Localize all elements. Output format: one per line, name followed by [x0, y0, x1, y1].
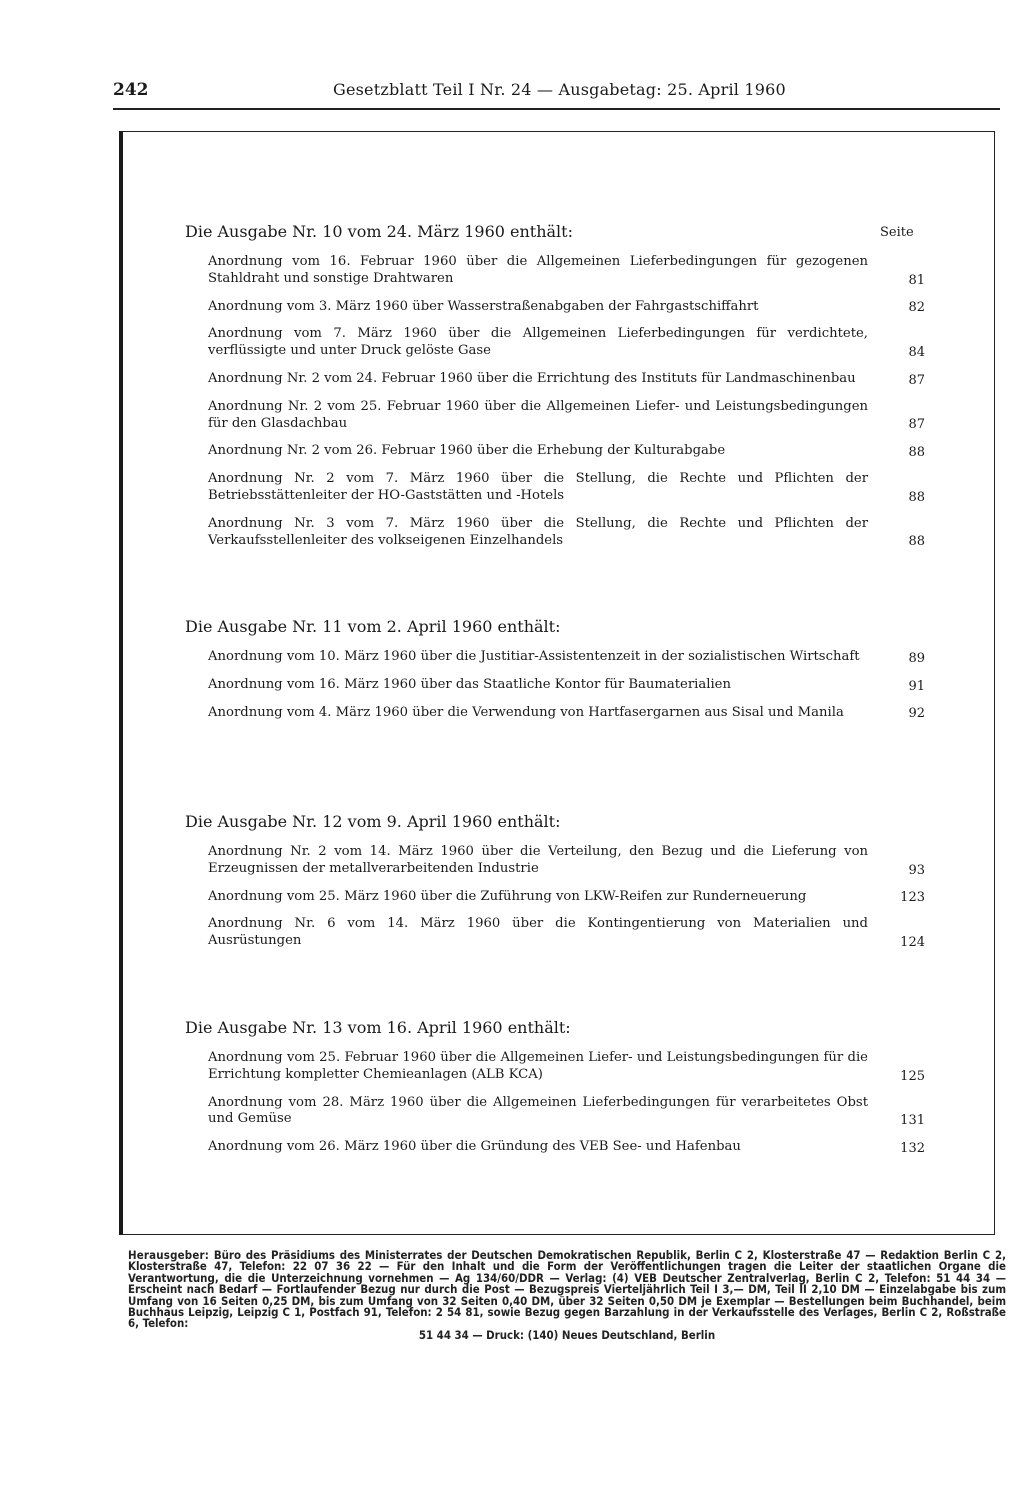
entry-text: Anordnung vom 25. Februar 1960 über die Allgemeinen Liefer- und Leistungsbedingungen für die Errichtung kompletter Chemieanlagen (ALB KCA): [208, 1050, 868, 1082]
toc-entry: [185, 916, 925, 950]
page-number: 242: [113, 80, 149, 100]
toc-entry: [185, 1095, 925, 1129]
page-header: [113, 80, 1000, 106]
entry-page: 93: [908, 862, 925, 878]
entry-text: Anordnung Nr. 2 vom 24. Februar 1960 über die Errichtung des Instituts für Landmaschinenbau: [208, 370, 856, 386]
entry-page: 88: [908, 489, 925, 505]
toc-entry: [185, 649, 925, 666]
toc-entry: [185, 889, 925, 906]
toc-entry: [185, 705, 925, 722]
entry-page: 82: [908, 300, 925, 316]
toc-entry: [185, 299, 925, 316]
entry-page: 125: [900, 1068, 925, 1084]
entry-text: Anordnung Nr. 2 vom 14. März 1960 über die Verteilung, den Bezug und die Lieferung von Erzeugnissen der metallverarbeitenden Industrie: [208, 844, 868, 876]
toc-entry: [185, 371, 925, 388]
header-rule: [113, 108, 1000, 110]
issue-title: Die Ausgabe Nr. 11 vom 2. April 1960 enthält:: [185, 617, 561, 636]
entry-text: Anordnung Nr. 3 vom 7. März 1960 über die Stellung, die Rechte und Pflichten der Verkaufsstellenleiter des volkseigenen Einzelhandels: [208, 515, 868, 548]
entry-text: Anordnung Nr. 6 vom 14. März 1960 über die Kontingentierung von Materialien und Ausrüstungen: [208, 916, 868, 949]
toc-entry: [185, 399, 925, 433]
issue-section: [185, 1018, 925, 1167]
toc-entry: [185, 1139, 925, 1156]
imprint: [128, 1250, 1006, 1341]
issue-section: [185, 222, 925, 560]
imprint-last-line: 51 44 34 — Druck: (140) Neues Deutschland, Berlin: [418, 1327, 716, 1342]
entry-text: Anordnung vom 28. März 1960 über die Allgemeinen Lieferbedingungen für verarbeitetes Obst und Gemüse: [208, 1094, 868, 1127]
issue-title: Die Ausgabe Nr. 13 vom 16. April 1960 enthält:: [185, 1018, 571, 1037]
toc-entry: [185, 443, 925, 460]
entry-page: 84: [908, 344, 925, 360]
issue-title: Die Ausgabe Nr. 10 vom 24. März 1960 enthält:: [185, 222, 573, 241]
entry-text: Anordnung Nr. 2 vom 26. Februar 1960 über die Erhebung der Kulturabgabe: [208, 443, 726, 459]
toc-entry: [185, 326, 925, 360]
entry-page: 81: [908, 272, 925, 288]
entry-text: Anordnung Nr. 2 vom 7. März 1960 über die Stellung, die Rechte und Pflichten der Betriebsstättenleiter der HO-Gaststätten und -Hotels: [208, 471, 868, 503]
entry-page: 88: [908, 445, 925, 461]
seite-column-label: Seite: [880, 225, 914, 240]
entry-page: 131: [900, 1113, 925, 1129]
entry-text: Anordnung vom 25. März 1960 über die Zuführung von LKW-Reifen zur Runderneuerung: [208, 888, 807, 904]
entry-text: Anordnung vom 4. März 1960 über die Verwendung von Hartfasergarnen aus Sisal und Manila: [208, 704, 844, 720]
issue-section: [185, 617, 925, 732]
toc-entry: [185, 254, 925, 288]
toc-entry: [185, 516, 925, 550]
entry-text: Anordnung vom 16. März 1960 über das Staatliche Kontor für Baumaterialien: [208, 676, 731, 692]
imprint-text: Büro des Präsidiums des Ministerrates der Deutschen Demokratischen Republik, Berlin C 2, Klosterstraße 47 — Redaktion Berlin C 2, Klosterstraße 47, Telefon: 22 07 36 22 — Für den Inhalt und die Form der Veröffentlichungen tragen die Leiter der staatlichen Organe die Verantwortung, die die Unterzeichnung vornehmen — Ag 134/60/DDR — Verlag: (4) VEB Deutscher Zentralverlag, Berlin C 2, Telefon: 51 44 34 — Erscheint nach Bedarf — Fortlaufender Bezug nur durch die Post — Bezugspreis Vierteljährlich Teil I 3,— DM, Teil II 2,10 DM — Einzelabgabe bis zum Umfang von 16 Seiten 0,25 DM, bis zum Umfang von 32 Seiten 0,40 DM, über 32 Seiten 0,50 DM je Exemplar — Bestellungen beim Buchhandel, beim Buchhaus Leipzig, Leipzig C 1, Postfach 91, Telefon: 2 54 81, sowie Bezug gegen Barzahlung in der Verkaufsstelle des Verlages, Berlin C 2, Roßstraße 6, Telefon:: [128, 1248, 1006, 1331]
entry-text: Anordnung vom 26. März 1960 über die Gründung des VEB See- und Hafenbau: [208, 1139, 741, 1155]
entry-text: Anordnung vom 3. März 1960 über Wasserstraßenabgaben der Fahrgastschiffahrt: [208, 298, 759, 314]
toc-entry: [185, 844, 925, 878]
issue-title: Die Ausgabe Nr. 12 vom 9. April 1960 enthält:: [185, 812, 561, 831]
entry-text: Anordnung vom 16. Februar 1960 über die Allgemeinen Lieferbedingungen für gezogenen Stahldraht und sonstige Drahtwaren: [208, 254, 868, 286]
entry-page: 123: [900, 890, 925, 906]
entry-page: 89: [908, 650, 925, 666]
toc-entry: [185, 1050, 925, 1084]
entry-page: 92: [908, 706, 925, 722]
toc-entry: [185, 677, 925, 694]
toc-entry: [185, 471, 925, 505]
entry-page: 87: [908, 417, 925, 433]
entry-text: Anordnung vom 10. März 1960 über die Justitiar-Assistentenzeit in der sozialistischen Wirtschaft: [208, 649, 860, 664]
issue-section: [185, 812, 925, 961]
entry-page: 91: [908, 678, 925, 694]
entry-page: 87: [908, 372, 925, 388]
entry-page: 132: [900, 1140, 925, 1156]
entry-text: Anordnung Nr. 2 vom 25. Februar 1960 über die Allgemeinen Liefer- und Leistungsbedingungen für den Glasdachbau: [208, 398, 868, 431]
entry-text: Anordnung vom 7. März 1960 über die Allgemeinen Lieferbedingungen für verdichtete, verflüssigte und unter Druck gelöste Gase: [208, 326, 868, 359]
entry-page: 88: [908, 534, 925, 550]
running-title: Gesetzblatt Teil I Nr. 24 — Ausgabetag: 25. April 1960: [333, 80, 786, 99]
imprint-label: Herausgeber:: [128, 1248, 210, 1262]
entry-page: 124: [900, 934, 925, 950]
